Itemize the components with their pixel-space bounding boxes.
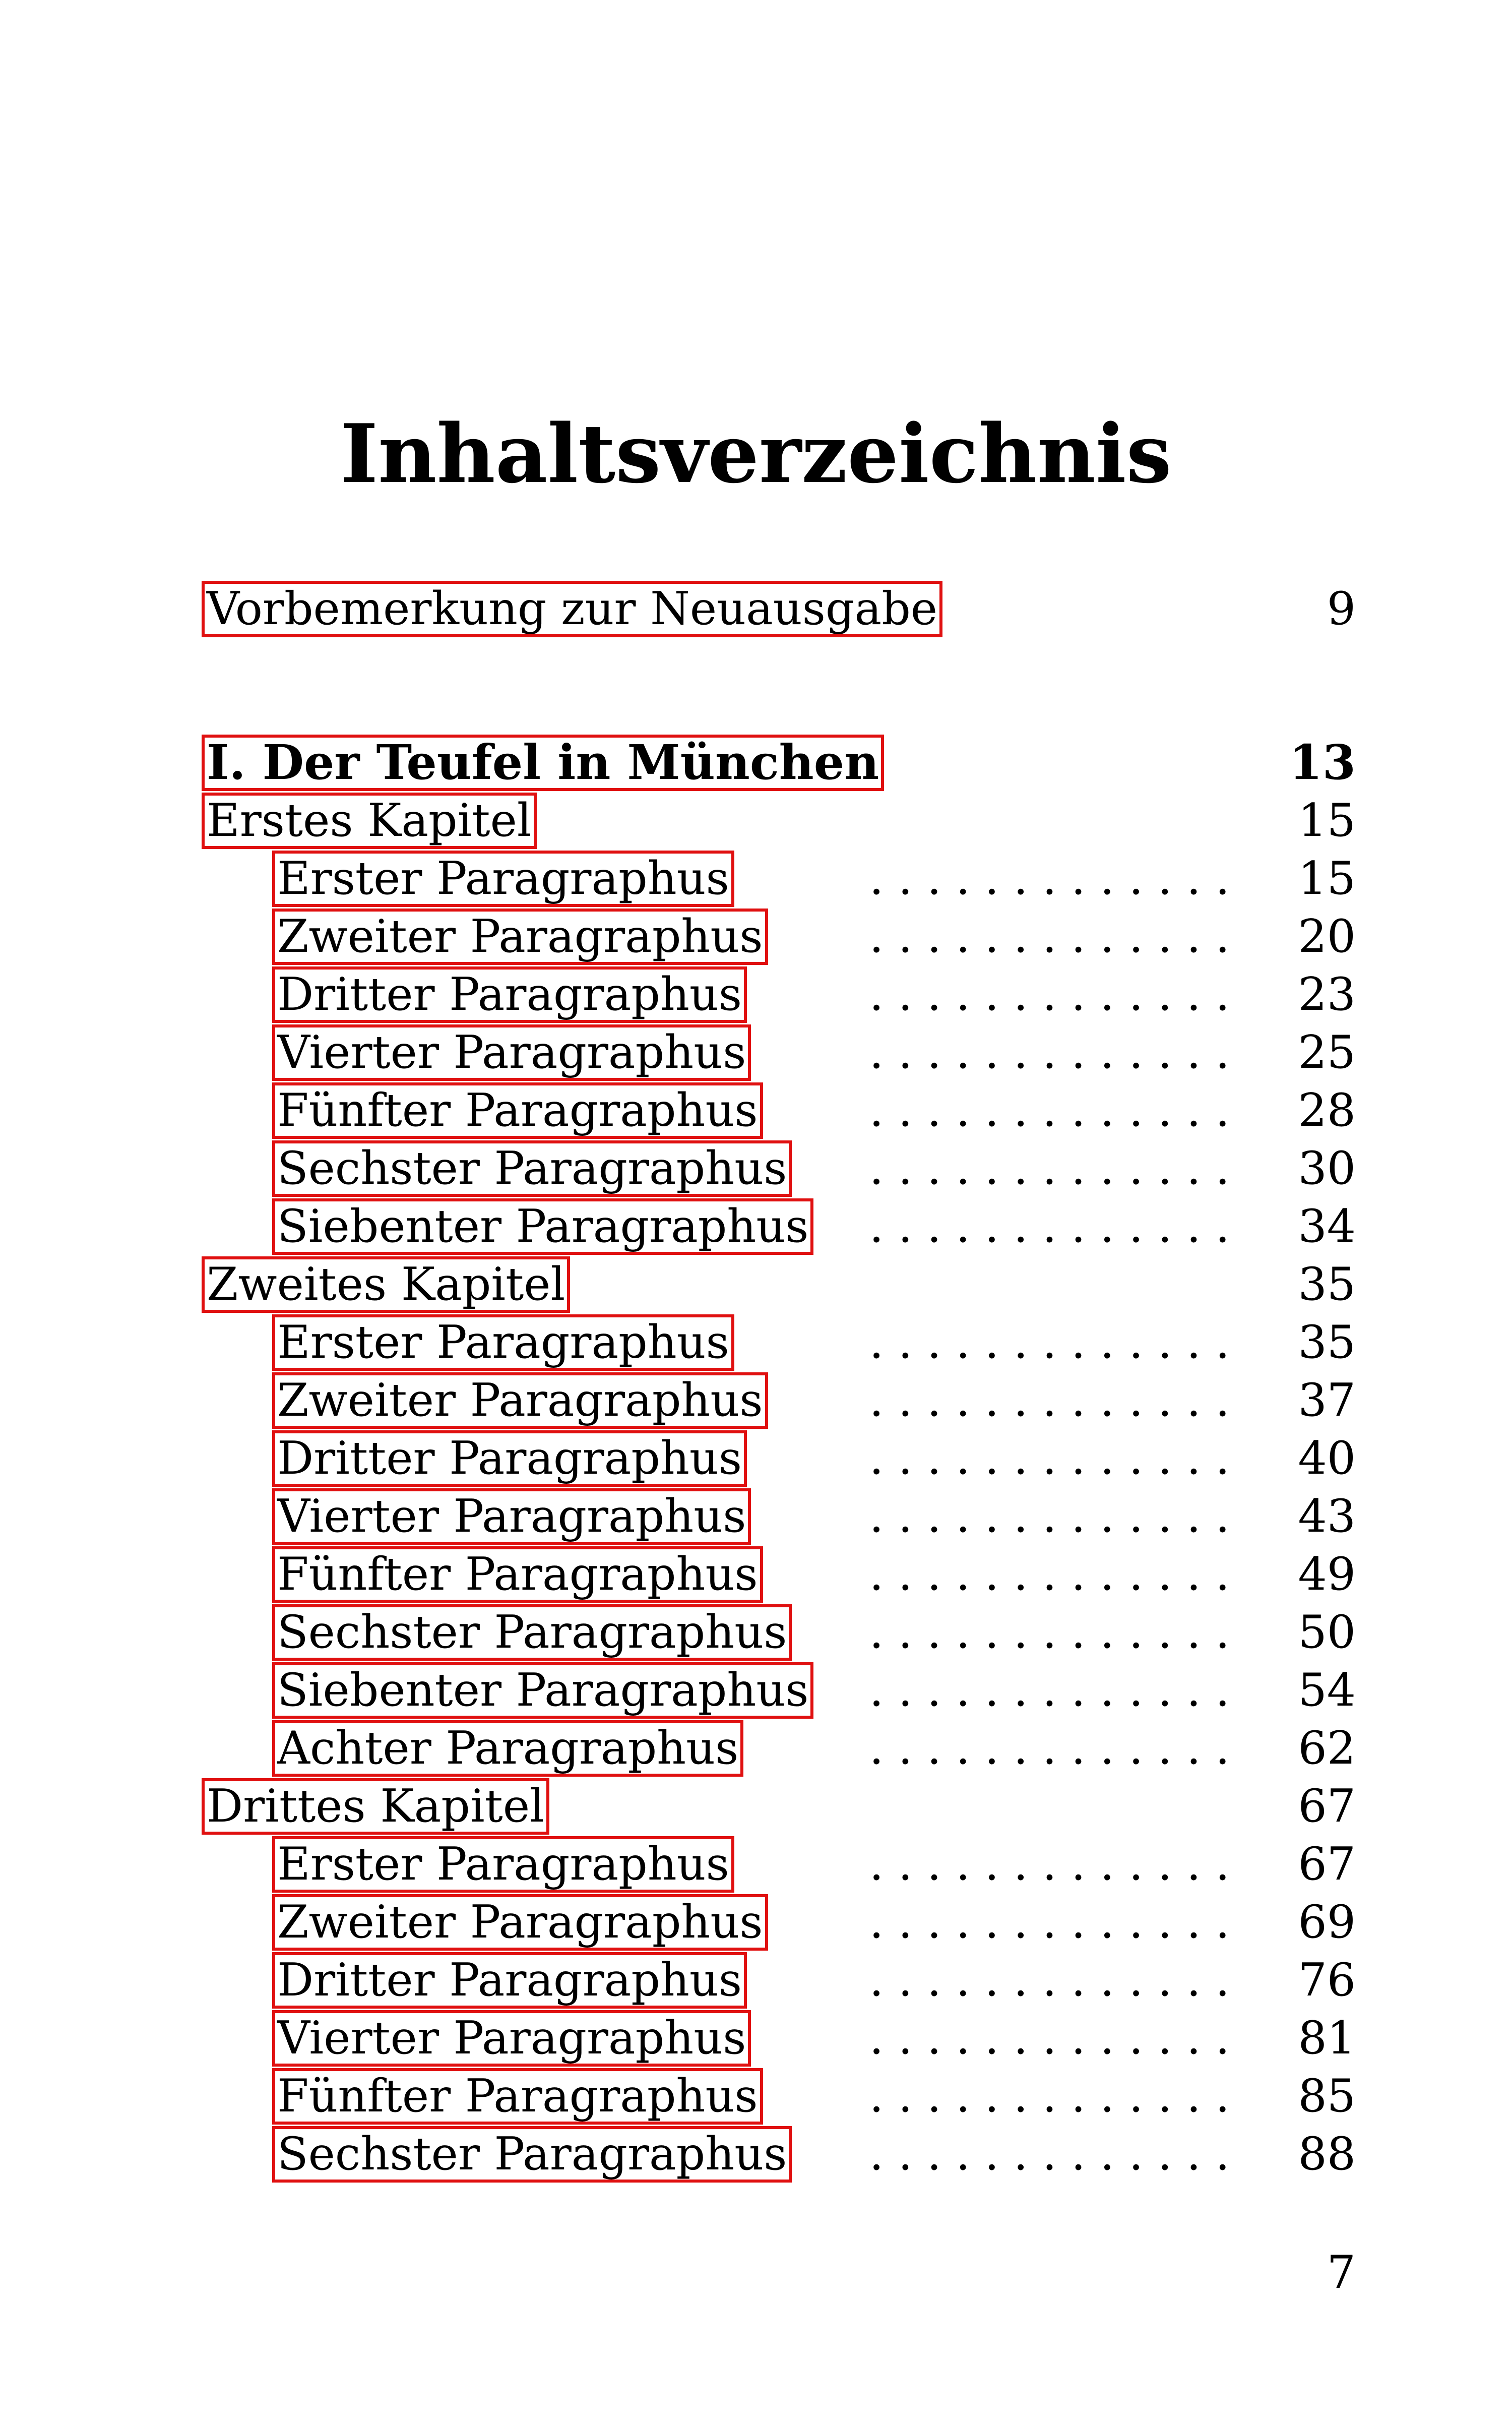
toc-entry[interactable] bbox=[202, 908, 1356, 965]
toc-entry-label[interactable]: Fünfter Paragraphus bbox=[272, 1082, 763, 1139]
dot-leader: . . . . . . . . . . . . . bbox=[869, 1722, 1230, 1775]
toc-entry-label[interactable]: Zweites Kapitel bbox=[202, 1256, 570, 1313]
toc-entry-label[interactable]: Fünfter Paragraphus bbox=[272, 2068, 763, 2125]
toc-entry[interactable] bbox=[202, 580, 1356, 638]
toc-entry-page: 69 bbox=[1298, 1896, 1356, 1949]
toc-entry-label[interactable]: Zweiter Paragraphus bbox=[272, 909, 768, 965]
toc-entry[interactable] bbox=[202, 1487, 1356, 1545]
dot-leader: . . . . . . . . . . . . . bbox=[869, 1490, 1230, 1543]
toc-entry-page: 49 bbox=[1298, 1548, 1356, 1601]
dot-leader: . . . . . . . . . . . . . bbox=[869, 1374, 1230, 1427]
toc-entry-page: 15 bbox=[1298, 794, 1356, 847]
dot-leader: . . . . . . . . . . . . . bbox=[869, 1084, 1230, 1137]
dot-leader: . . . . . . . . . . . . . bbox=[869, 910, 1230, 963]
toc-entry-label[interactable]: Siebenter Paragraphus bbox=[272, 1662, 813, 1719]
toc-entry[interactable] bbox=[202, 1313, 1356, 1371]
toc-entry-label[interactable]: Fünfter Paragraphus bbox=[272, 1546, 763, 1603]
toc-entry[interactable] bbox=[202, 1545, 1356, 1603]
dot-leader: . . . . . . . . . . . . . bbox=[869, 1026, 1230, 1079]
toc-entry[interactable] bbox=[202, 1197, 1356, 1255]
toc-entry-page: 37 bbox=[1298, 1374, 1356, 1427]
toc-entry-page: 20 bbox=[1298, 910, 1356, 963]
page-number: 7 bbox=[1327, 2246, 1356, 2299]
toc-entry-label[interactable]: Erster Paragraphus bbox=[272, 1836, 734, 1893]
dot-leader: . . . . . . . . . . . . . bbox=[869, 968, 1230, 1021]
toc-entry-label[interactable]: Erster Paragraphus bbox=[272, 1314, 734, 1371]
toc-entry[interactable] bbox=[202, 1835, 1356, 1893]
toc-entry-page: 25 bbox=[1298, 1026, 1356, 1079]
toc-entry[interactable] bbox=[202, 1139, 1356, 1197]
dot-leader: . . . . . . . . . . . . . bbox=[869, 2070, 1230, 2123]
dot-leader: . . . . . . . . . . . . . bbox=[869, 1432, 1230, 1485]
toc-entry[interactable] bbox=[202, 1719, 1356, 1777]
dot-leader: . . . . . . . . . . . . . bbox=[869, 1142, 1230, 1195]
dot-leader: . . . . . . . . . . . . . bbox=[869, 1606, 1230, 1659]
toc-entry[interactable] bbox=[202, 1023, 1356, 1081]
toc-entry-page: 54 bbox=[1298, 1664, 1356, 1717]
dot-leader: . . . . . . . . . . . . . bbox=[869, 2012, 1230, 2065]
toc-entry-page: 50 bbox=[1298, 1606, 1356, 1659]
toc-entry-label[interactable]: Erster Paragraphus bbox=[272, 851, 734, 907]
toc-entry-label[interactable]: Drittes Kapitel bbox=[202, 1778, 549, 1835]
dot-leader: . . . . . . . . . . . . . bbox=[869, 1954, 1230, 2007]
toc-entry-label[interactable]: Achter Paragraphus bbox=[272, 1720, 743, 1777]
dot-leader: . . . . . . . . . . . . . bbox=[869, 1664, 1230, 1717]
toc-entry-page: 81 bbox=[1298, 2012, 1356, 2065]
toc-entry-label[interactable]: Dritter Paragraphus bbox=[272, 966, 747, 1023]
toc-entry[interactable] bbox=[202, 2067, 1356, 2125]
toc-entry-label[interactable]: Siebenter Paragraphus bbox=[272, 1198, 813, 1255]
toc-entry-page: 34 bbox=[1298, 1200, 1356, 1253]
toc-entry[interactable] bbox=[202, 1371, 1356, 1429]
dot-leader: . . . . . . . . . . . . . bbox=[869, 852, 1230, 905]
toc-entry-page: 43 bbox=[1298, 1490, 1356, 1543]
toc-entry-label[interactable]: Vierter Paragraphus bbox=[272, 1488, 751, 1545]
toc-entry[interactable] bbox=[202, 1603, 1356, 1661]
toc-entry[interactable] bbox=[202, 1429, 1356, 1487]
page-title: Inhaltsverzeichnis bbox=[340, 406, 1172, 501]
toc-entry-label[interactable]: I. Der Teufel in München bbox=[202, 735, 884, 791]
toc-entry-page: 9 bbox=[1327, 582, 1356, 635]
toc-entry-label[interactable]: Vierter Paragraphus bbox=[272, 2010, 751, 2067]
toc-entry-page: 67 bbox=[1298, 1780, 1356, 1833]
dot-leader: . . . . . . . . . . . . . bbox=[869, 2128, 1230, 2181]
toc-entry-page: 85 bbox=[1298, 2070, 1356, 2123]
toc-entry-label[interactable]: Sechster Paragraphus bbox=[272, 1140, 792, 1197]
toc-entry-label[interactable]: Zweiter Paragraphus bbox=[272, 1894, 768, 1951]
toc-entry-label[interactable]: Sechster Paragraphus bbox=[272, 2126, 792, 2183]
dot-leader: . . . . . . . . . . . . . bbox=[869, 1548, 1230, 1601]
toc-entry[interactable] bbox=[202, 792, 1356, 850]
toc-entry-page: 13 bbox=[1289, 735, 1356, 791]
toc-entry-page: 40 bbox=[1298, 1432, 1356, 1485]
toc-entry-page: 76 bbox=[1298, 1954, 1356, 2007]
toc-entry-page: 35 bbox=[1298, 1258, 1356, 1311]
dot-leader: . . . . . . . . . . . . . bbox=[869, 1896, 1230, 1949]
toc-entry[interactable] bbox=[202, 1661, 1356, 1719]
dot-leader: . . . . . . . . . . . . . bbox=[869, 1200, 1230, 1253]
toc-entry-label[interactable]: Dritter Paragraphus bbox=[272, 1430, 747, 1487]
toc-entry-label[interactable]: Sechster Paragraphus bbox=[272, 1604, 792, 1661]
toc-entry-label[interactable]: Vorbemerkung zur Neuausgabe bbox=[202, 581, 942, 637]
toc-entry-page: 88 bbox=[1298, 2128, 1356, 2181]
toc-entry[interactable] bbox=[202, 1893, 1356, 1951]
toc-entry[interactable] bbox=[202, 2125, 1356, 2183]
dot-leader: . . . . . . . . . . . . . bbox=[869, 1838, 1230, 1891]
toc-entry[interactable] bbox=[202, 1255, 1356, 1313]
toc-entry-page: 67 bbox=[1298, 1838, 1356, 1891]
toc-entry[interactable] bbox=[202, 734, 1356, 792]
toc-entry-page: 30 bbox=[1298, 1142, 1356, 1195]
dot-leader: . . . . . . . . . . . . . bbox=[869, 1316, 1230, 1369]
toc-entry-label[interactable]: Vierter Paragraphus bbox=[272, 1024, 751, 1081]
toc-entry-page: 35 bbox=[1298, 1316, 1356, 1369]
toc-entry[interactable] bbox=[202, 1081, 1356, 1139]
toc-entry-page: 15 bbox=[1298, 852, 1356, 905]
toc-entry-page: 23 bbox=[1298, 968, 1356, 1021]
toc-entry[interactable] bbox=[202, 1951, 1356, 2009]
table-of-contents bbox=[202, 580, 1356, 2183]
toc-entry-label[interactable]: Dritter Paragraphus bbox=[272, 1952, 747, 2009]
toc-entry[interactable] bbox=[202, 965, 1356, 1023]
toc-entry[interactable] bbox=[202, 850, 1356, 908]
toc-entry[interactable] bbox=[202, 1777, 1356, 1835]
toc-entry-label[interactable]: Erstes Kapitel bbox=[202, 793, 537, 849]
toc-entry-page: 28 bbox=[1298, 1084, 1356, 1137]
toc-entry-label[interactable]: Zweiter Paragraphus bbox=[272, 1372, 768, 1429]
toc-entry[interactable] bbox=[202, 2009, 1356, 2067]
toc-entry-page: 62 bbox=[1298, 1722, 1356, 1775]
